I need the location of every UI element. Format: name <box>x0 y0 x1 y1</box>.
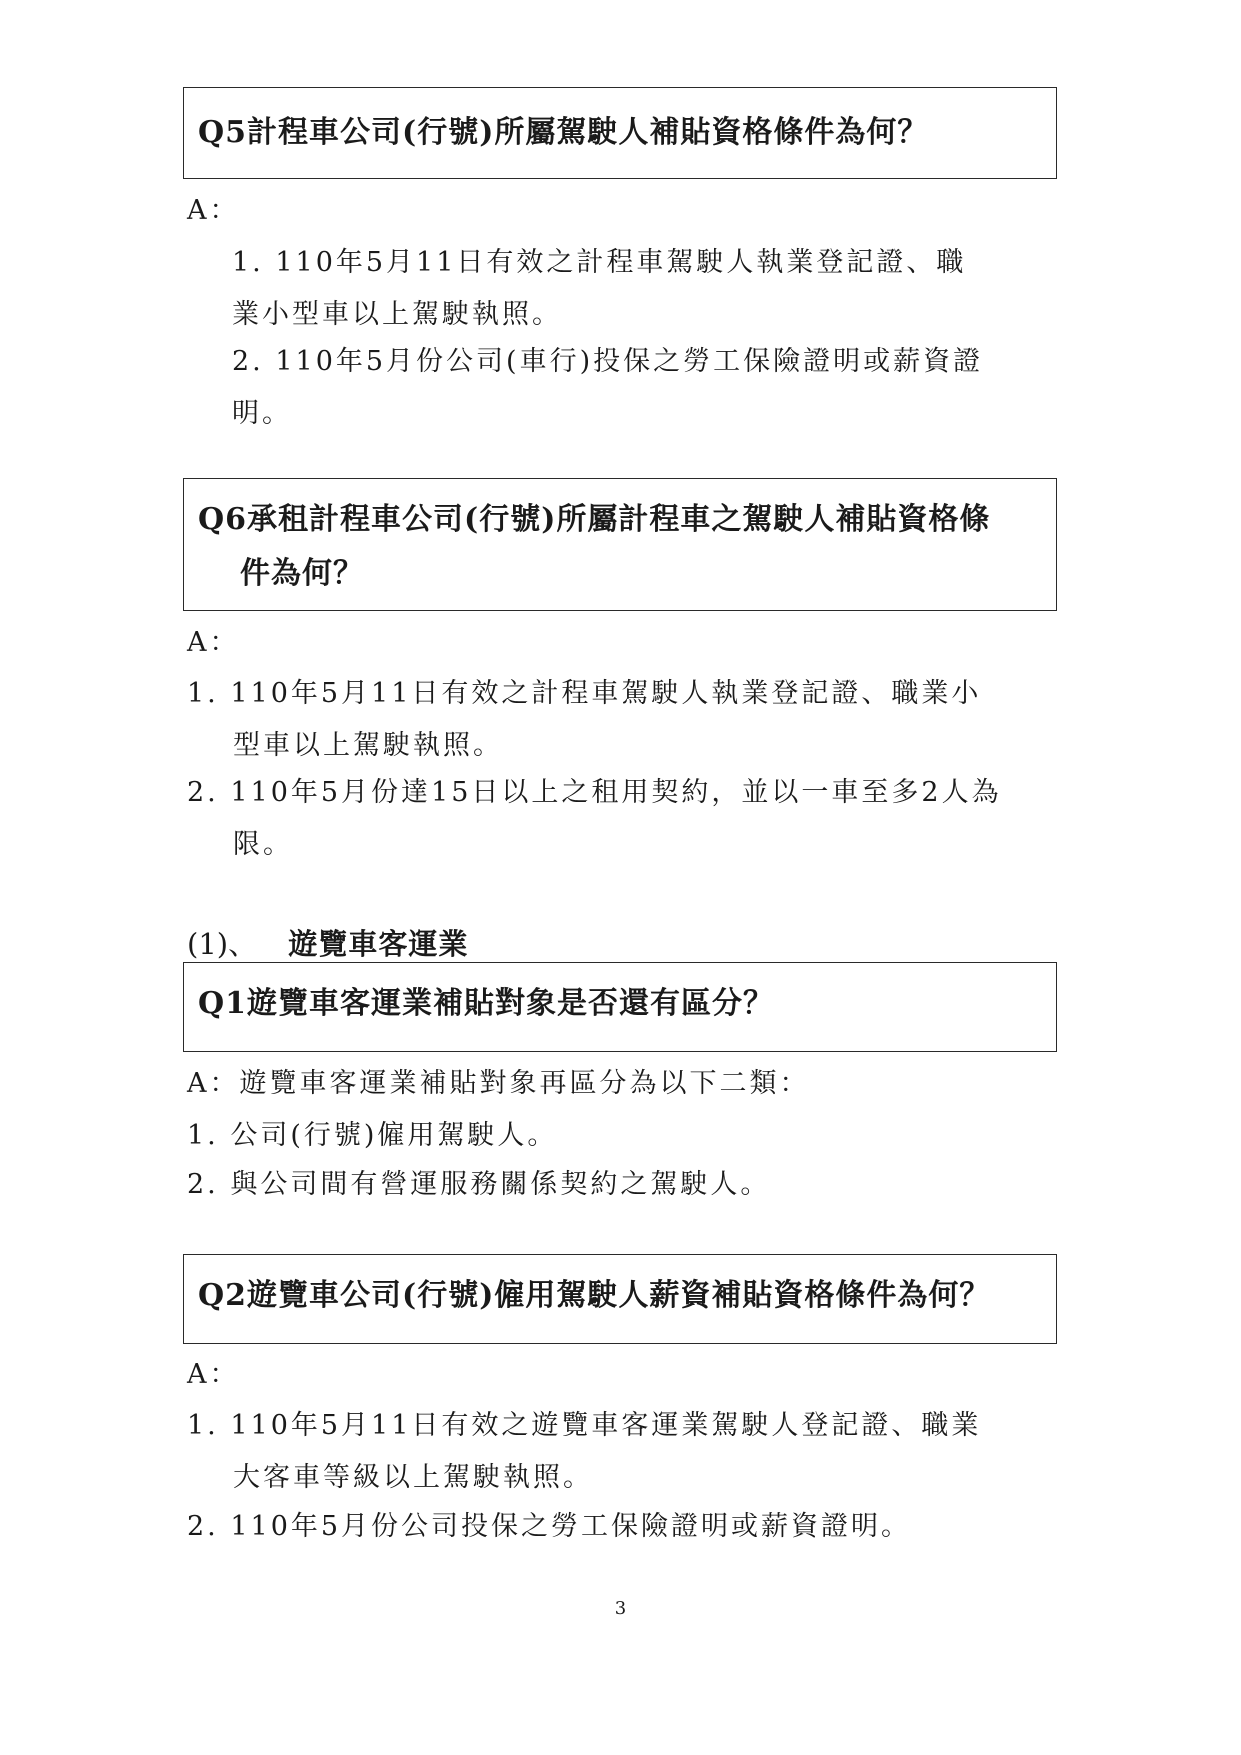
q1-item-1: 1. 公司(行號)僱用駕駛人。 <box>187 1120 558 1151</box>
q2-item-1: 1. 110年5月11日有效之遊覽車客運業駕駛人登記證、職業 大客車等級以上駕駛執照。 <box>187 1410 982 1493</box>
q2-answer-label: A： <box>187 1359 240 1390</box>
q1-question: Q1遊覽車客運業補貼對象是否還有區分？ <box>198 986 775 1021</box>
q1-question-box <box>183 962 1057 1052</box>
q1-item-2: 2. 與公司間有營運服務關係契約之駕駛人。 <box>187 1169 771 1200</box>
q2-item-2: 2. 110年5月份公司投保之勞工保險證明或薪資證明。 <box>187 1511 912 1542</box>
q5-item-2: 2. 110年5月份公司(車行)投保之勞工保險證明或薪資證 明。 <box>232 346 984 429</box>
section-title: 遊覽車客運業 <box>288 927 469 961</box>
q1-answer: A：遊覽車客運業補貼對象再區分為以下二類： <box>187 1068 810 1099</box>
q5-question: Q5計程車公司(行號)所屬駕駛人補貼資格條件為何？ <box>198 115 929 150</box>
q5-answer-label: A： <box>187 195 240 226</box>
q6-answer-label: A： <box>187 627 240 658</box>
q5-question-box <box>183 87 1057 179</box>
q6-question-line2: 件為何？ <box>240 556 364 591</box>
q6-item-1: 1. 110年5月11日有效之計程車駕駛人執業登記證、職業小 型車以上駕駛執照。 <box>187 678 982 761</box>
section-heading <box>187 924 468 964</box>
q2-question: Q2遊覽車公司(行號)僱用駕駛人薪資補貼資格條件為何？ <box>198 1278 991 1313</box>
q5-item-1: 1. 110年5月11日有效之計程車駕駛人執業登記證、職 業小型車以上駕駛執照。 <box>232 247 967 330</box>
page-number: 3 <box>614 1598 627 1619</box>
q6-question-box <box>183 478 1057 611</box>
q2-question-box <box>183 1254 1057 1344</box>
q6-item-2: 2. 110年5月份達15日以上之租用契約，並以一車至多2人為 限。 <box>187 777 1002 860</box>
q6-question-line1: Q6承租計程車公司(行號)所屬計程車之駕駛人補貼資格條 <box>198 502 991 537</box>
section-number: (1)、 <box>187 927 258 961</box>
